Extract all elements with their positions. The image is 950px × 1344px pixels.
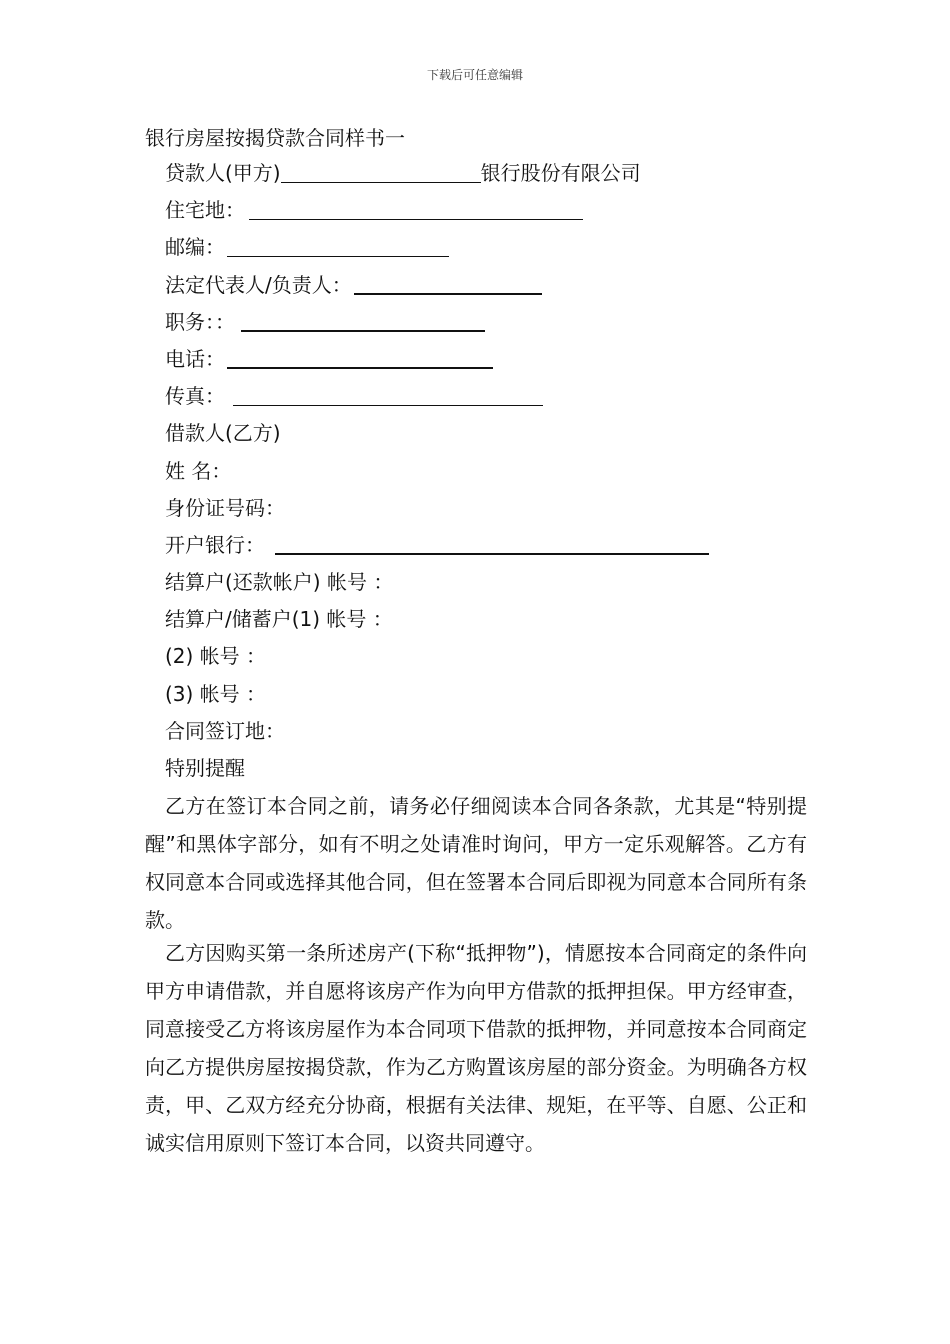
id-number-row [165, 490, 825, 527]
account-3-label: (3) 帐号 ： [165, 681, 267, 706]
settlement-account-label: 结算户(还款帐户) 帐号 ： [165, 570, 394, 595]
savings-account-label: 结算户/储蓄户(1) 帐号 ： [165, 607, 393, 632]
lender-blank[interactable] [281, 182, 481, 184]
account-2-row [165, 638, 825, 675]
address-label: 住宅地： [165, 198, 245, 223]
address-blank[interactable] [249, 219, 583, 221]
special-notice-label: 特别提醒 [165, 756, 245, 780]
phone-row [165, 341, 825, 378]
savings-account-row [165, 601, 825, 638]
fax-label: 传真： [165, 384, 225, 409]
name-row [165, 453, 825, 490]
postcode-blank[interactable] [227, 256, 449, 258]
name-label: 姓 名： [165, 458, 232, 483]
position-blank[interactable] [241, 330, 485, 332]
lender-row [165, 155, 825, 192]
postcode-row [165, 229, 825, 266]
phone-label: 电话： [165, 346, 225, 371]
fax-blank[interactable] [233, 405, 543, 407]
contract-parties-section [165, 155, 825, 787]
address-row [165, 192, 825, 229]
page-header: 下载后可任意编辑 [426, 68, 523, 82]
settlement-account-row [165, 564, 825, 601]
position-row [165, 304, 825, 341]
fax-row [165, 378, 825, 415]
phone-blank[interactable] [227, 367, 493, 369]
legal-representative-row [165, 267, 825, 304]
bank-label: 开户银行： [165, 532, 265, 557]
special-notice-paragraph: 乙方在签订本合同之前，请务必仔细阅读本合同各条款，尤其是“特别提醒”和黑体字部分，如有不明之处请准时询问，甲方一定乐观解答。乙方有权同意本合同或选择其他合同，但在签署本合同后即视为同意本合同所有条款。 [145, 794, 807, 932]
lender-label: 贷款人(甲方) [165, 161, 281, 185]
lender-suffix: 银行股份有限公司 [480, 161, 641, 185]
signing-place-label: 合同签订地： [165, 718, 285, 743]
bank-row [165, 527, 825, 564]
account-3-row [165, 676, 825, 713]
postcode-label: 邮编： [165, 235, 225, 260]
legal-representative-label: 法定代表人/负责人： [165, 272, 352, 297]
legal-representative-blank[interactable] [354, 293, 542, 295]
position-label: 职务：： [165, 309, 235, 334]
special-notice-heading [165, 750, 825, 787]
signing-place-row [165, 713, 825, 750]
document-title: 银行房屋按揭贷款合同样书一 [145, 126, 405, 150]
borrower-label: 借款人(乙方) [165, 421, 281, 446]
id-number-label: 身份证号码： [165, 495, 285, 520]
account-2-label: (2) 帐号 ： [165, 644, 267, 669]
bank-blank[interactable] [275, 553, 709, 555]
borrower-row [165, 415, 825, 452]
loan-purpose-paragraph: 乙方因购买第一条所述房产(下称“抵押物”)，情愿按本合同商定的条件向甲方申请借款，并自愿将该房产作为向甲方借款的抵押担保。甲方经审查，同意接受乙方将该房屋作为本合同项下借款的抵押物，并同意按本合同商定向乙方提供房屋按揭贷款，作为乙方购置该房屋的部分资金。为明确各方权责，甲、乙双方经充分协商，根据有关法律、规矩，在平等、自愿、公正和诚实信用原则下签订本合同，以资共同遵守。 [145, 941, 807, 1155]
